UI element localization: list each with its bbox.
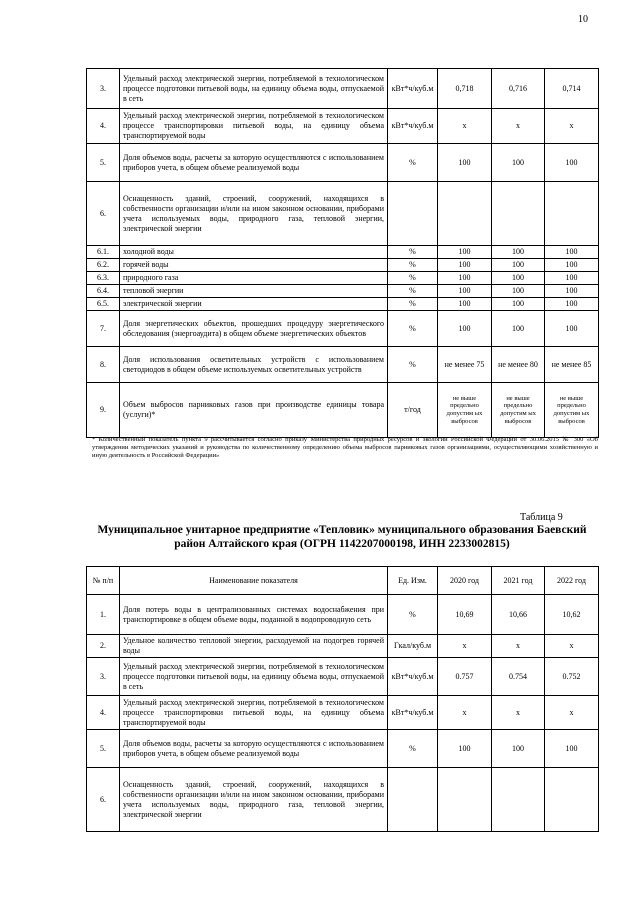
value-cell: 100 (492, 285, 545, 298)
indicator-name: Доля энергетических объектов, прошедших процедуру энергетического обследования (энергоаудита) в общем объеме энергетических объектов (120, 311, 388, 347)
row-number: 5. (87, 730, 120, 768)
indicator-name: холодной воды (120, 246, 388, 259)
value-cell: 100 (492, 246, 545, 259)
row-number: 2. (87, 635, 120, 658)
table-row (87, 109, 599, 144)
row-number: 6.5. (87, 298, 120, 311)
indicator-name: Удельный расход электрической энергии, потребляемой в технологическом процессе транспортировки питьевой воды, на единицу объема транспортируемой воды (120, 109, 388, 144)
value-cell: 100 (545, 246, 599, 259)
unit-cell: % (388, 144, 438, 182)
table-row (87, 182, 599, 246)
header-2020: 2020 год (438, 567, 492, 595)
value-cell: 0,718 (438, 69, 492, 109)
row-number: 3. (87, 658, 120, 696)
row-number: 9. (87, 383, 120, 438)
value-cell (492, 768, 545, 832)
teplovik-table-body (87, 595, 599, 832)
value-cell: 100 (438, 259, 492, 272)
value-cell: не менее 75 (438, 347, 492, 383)
value-cell: 100 (438, 730, 492, 768)
page-number: 10 (578, 14, 588, 25)
table-row (87, 144, 599, 182)
value-cell: x (492, 635, 545, 658)
value-cell (492, 182, 545, 246)
table-row (87, 635, 599, 658)
unit-cell: % (388, 311, 438, 347)
indicator-name: Удельное количество тепловой энергии, расходуемой на подогрев горячей воды (120, 635, 388, 658)
value-cell: x (438, 696, 492, 730)
indicators-table-body (87, 69, 599, 438)
unit-cell: % (388, 595, 438, 635)
value-cell: не выше предельно допустим ых выбросов (438, 383, 492, 438)
value-cell: 100 (492, 298, 545, 311)
indicator-name: природного газа (120, 272, 388, 285)
row-number: 1. (87, 595, 120, 635)
indicator-name: Удельный расход электрической энергии, потребляемой в технологическом процессе транспортировки питьевой воды, на единицу объема транспортируемой воды (120, 696, 388, 730)
unit-cell: Гкал/куб.м (388, 635, 438, 658)
value-cell: 0.757 (438, 658, 492, 696)
indicator-name: Доля объемов воды, расчеты за которую осуществляются с использованием приборов учета, в общем объеме реализуемой воды (120, 144, 388, 182)
row-number: 8. (87, 347, 120, 383)
value-cell (438, 768, 492, 832)
header-unit: Ед. Изм. (388, 567, 438, 595)
indicator-name: электрической энергии (120, 298, 388, 311)
unit-cell: % (388, 259, 438, 272)
value-cell: 0,714 (545, 69, 599, 109)
value-cell: 100 (438, 246, 492, 259)
value-cell: 100 (492, 730, 545, 768)
row-number: 5. (87, 144, 120, 182)
value-cell: 100 (492, 272, 545, 285)
indicator-name: Доля использования осветительных устройств с использованием светодиодов в общем объеме используемых осветительных устройств (120, 347, 388, 383)
table-row (87, 246, 599, 259)
value-cell: 100 (438, 298, 492, 311)
value-cell: не менее 85 (545, 347, 599, 383)
row-number: 6.3. (87, 272, 120, 285)
value-cell: 100 (492, 144, 545, 182)
table-label: Таблица 9 (520, 512, 563, 523)
value-cell: x (492, 696, 545, 730)
value-cell (438, 182, 492, 246)
row-number: 6.2. (87, 259, 120, 272)
row-number: 6. (87, 182, 120, 246)
indicator-name: Доля объемов воды, расчеты за которую осуществляются с использованием приборов учета, в общем объеме реализуемой воды (120, 730, 388, 768)
indicator-name: Доля потерь воды в централизованных системах водоснабжения при транспортировке в общем объеме воды, поданной в водопроводную сеть (120, 595, 388, 635)
value-cell (545, 768, 599, 832)
unit-cell: % (388, 730, 438, 768)
value-cell: x (492, 109, 545, 144)
unit-cell: кВт*ч/куб.м (388, 69, 438, 109)
row-number: 4. (87, 109, 120, 144)
header-2022: 2022 год (545, 567, 599, 595)
row-number: 6. (87, 768, 120, 832)
unit-cell: т/год (388, 383, 438, 438)
value-cell: не менее 80 (492, 347, 545, 383)
value-cell: 10,62 (545, 595, 599, 635)
table-row (87, 69, 599, 109)
unit-cell (388, 768, 438, 832)
table-row (87, 730, 599, 768)
table-row (87, 272, 599, 285)
table-row (87, 768, 599, 832)
value-cell: 100 (438, 272, 492, 285)
value-cell: 100 (545, 272, 599, 285)
value-cell: x (438, 109, 492, 144)
value-cell: x (545, 109, 599, 144)
indicator-name: Удельный расход электрической энергии, потребляемой в технологическом процессе подготовки питьевой воды, на единицу объема воды, отпускаемой в сеть (120, 658, 388, 696)
footnote: * Количественный показатель пункта 9 рассчитывается согласно приказу Министерства природных ресурсов и экологии Российской Федерации от 30.06.2015 № 300 «Об утверждении методических указаний и руководства по количественному определению объема выбросов парниковых газов организациями, осуществляющими хозяйственную и иную деятельность в Российской Федерации» (92, 436, 598, 459)
row-number: 6.4. (87, 285, 120, 298)
indicator-name: тепловой энергии (120, 285, 388, 298)
table-row (87, 298, 599, 311)
value-cell: 10,66 (492, 595, 545, 635)
value-cell: 100 (438, 311, 492, 347)
header-name: Наименование показателя (120, 567, 388, 595)
indicator-name: Оснащенность зданий, строений, сооружений, находящихся в собственности организации и/или на ином законном основании, приборами учета используемых воды, природного газа, тепловой энергии, электрической энергии (120, 768, 388, 832)
value-cell: не выше предельно допустим ых выбросов (492, 383, 545, 438)
value-cell: 100 (492, 311, 545, 347)
value-cell: x (545, 635, 599, 658)
unit-cell: % (388, 285, 438, 298)
indicator-name: Оснащенность зданий, строений, сооружений, находящихся в собственности организации и/или на ином законном основании, приборами учета используемых воды, природного газа, тепловой энергии, электрической энергии (120, 182, 388, 246)
teplovik-indicators-table (86, 566, 599, 832)
value-cell: x (545, 696, 599, 730)
row-number: 7. (87, 311, 120, 347)
value-cell: 0.754 (492, 658, 545, 696)
row-number: 4. (87, 696, 120, 730)
value-cell: x (438, 635, 492, 658)
value-cell (545, 182, 599, 246)
table-row (87, 311, 599, 347)
table-row (87, 383, 599, 438)
unit-cell: кВт*ч/куб.м (388, 109, 438, 144)
indicator-name: Объем выбросов парниковых газов при производстве единицы товара (услуги)* (120, 383, 388, 438)
table-title: Муниципальное унитарное предприятие «Тепловик» муниципального образования Баевский район Алтайского края (ОГРН 1142207000198, ИНН 2233002815) (97, 524, 587, 550)
table-row (87, 285, 599, 298)
indicators-table-continued (86, 68, 599, 438)
value-cell: 100 (545, 311, 599, 347)
value-cell: не выше предельно допустим ых выбросов (545, 383, 599, 438)
unit-cell: кВт*ч/куб.м (388, 696, 438, 730)
unit-cell: % (388, 246, 438, 259)
value-cell: 100 (438, 285, 492, 298)
table-row (87, 696, 599, 730)
unit-cell: % (388, 298, 438, 311)
value-cell: 100 (492, 259, 545, 272)
value-cell: 100 (545, 144, 599, 182)
row-number: 3. (87, 69, 120, 109)
unit-cell (388, 182, 438, 246)
value-cell: 0.752 (545, 658, 599, 696)
row-number: 6.1. (87, 246, 120, 259)
table-row (87, 658, 599, 696)
value-cell: 100 (438, 144, 492, 182)
unit-cell: кВт*ч/куб.м (388, 658, 438, 696)
indicator-name: Удельный расход электрической энергии, потребляемой в технологическом процессе подготовки питьевой воды, на единицу объема воды, отпускаемой в сеть (120, 69, 388, 109)
unit-cell: % (388, 272, 438, 285)
header-2021: 2021 год (492, 567, 545, 595)
value-cell: 100 (545, 259, 599, 272)
table-row (87, 259, 599, 272)
unit-cell: % (388, 347, 438, 383)
value-cell: 100 (545, 298, 599, 311)
value-cell: 0,716 (492, 69, 545, 109)
value-cell: 100 (545, 730, 599, 768)
table-row (87, 595, 599, 635)
table-header-row (87, 567, 599, 595)
table-row (87, 347, 599, 383)
header-num: № п/п (87, 567, 120, 595)
value-cell: 10,69 (438, 595, 492, 635)
value-cell: 100 (545, 285, 599, 298)
indicator-name: горячей воды (120, 259, 388, 272)
